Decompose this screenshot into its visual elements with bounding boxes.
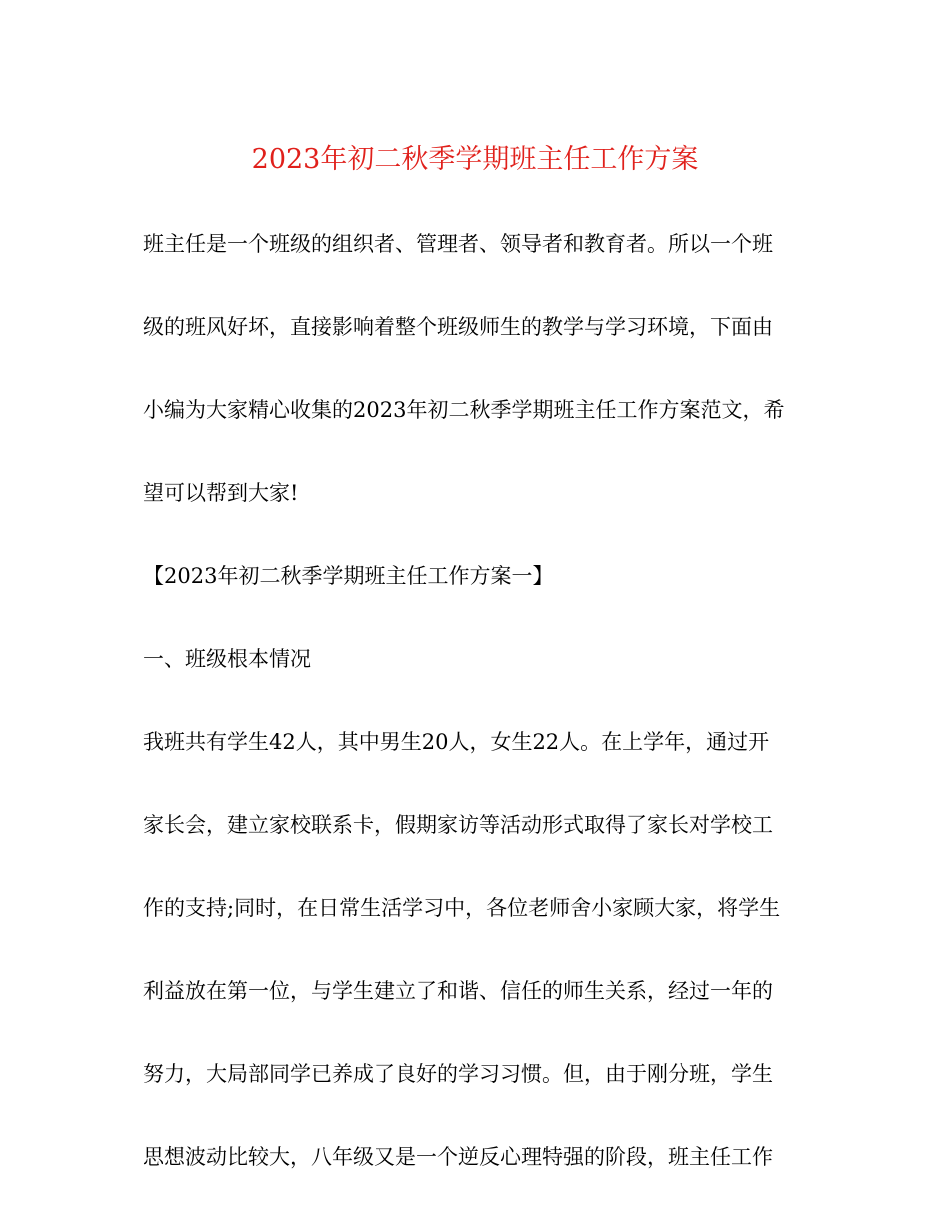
document-title: 2023年初二秋季学期班主任工作方案 (251, 144, 699, 175)
subheading: 一、班级根本情况 (143, 647, 311, 671)
body-line-3: 作的支持;同时，在日常生活学习中，各位老师舍小家顾大家，将学生 (143, 896, 781, 920)
intro-line-3: 小编为大家精心收集的2023年初二秋季学期班主任工作方案范文，希 (143, 398, 785, 422)
body-line-6: 思想波动比较大，八年级又是一个逆反心理特强的阶段，班主任工作 (143, 1145, 773, 1169)
body-line-1: 我班共有学生42人，其中男生20人，女生22人。在上学年，通过开 (143, 730, 770, 754)
section-heading: 【2023年初二秋季学期班主任工作方案一】 (143, 564, 554, 588)
intro-line-4: 望可以帮到大家! (143, 481, 299, 505)
intro-line-2: 级的班风好坏，直接影响着整个班级师生的教学与学习环境，下面由 (143, 315, 773, 339)
body-line-4: 利益放在第一位，与学生建立了和谐、信任的师生关系，经过一年的 (143, 979, 773, 1003)
body-line-2: 家长会，建立家校联系卡，假期家访等活动形式取得了家长对学校工 (143, 813, 773, 837)
intro-line-1: 班主任是一个班级的组织者、管理者、领导者和教育者。所以一个班 (143, 232, 773, 256)
body-line-5: 努力，大局部同学已养成了良好的学习习惯。但，由于刚分班，学生 (143, 1062, 773, 1086)
